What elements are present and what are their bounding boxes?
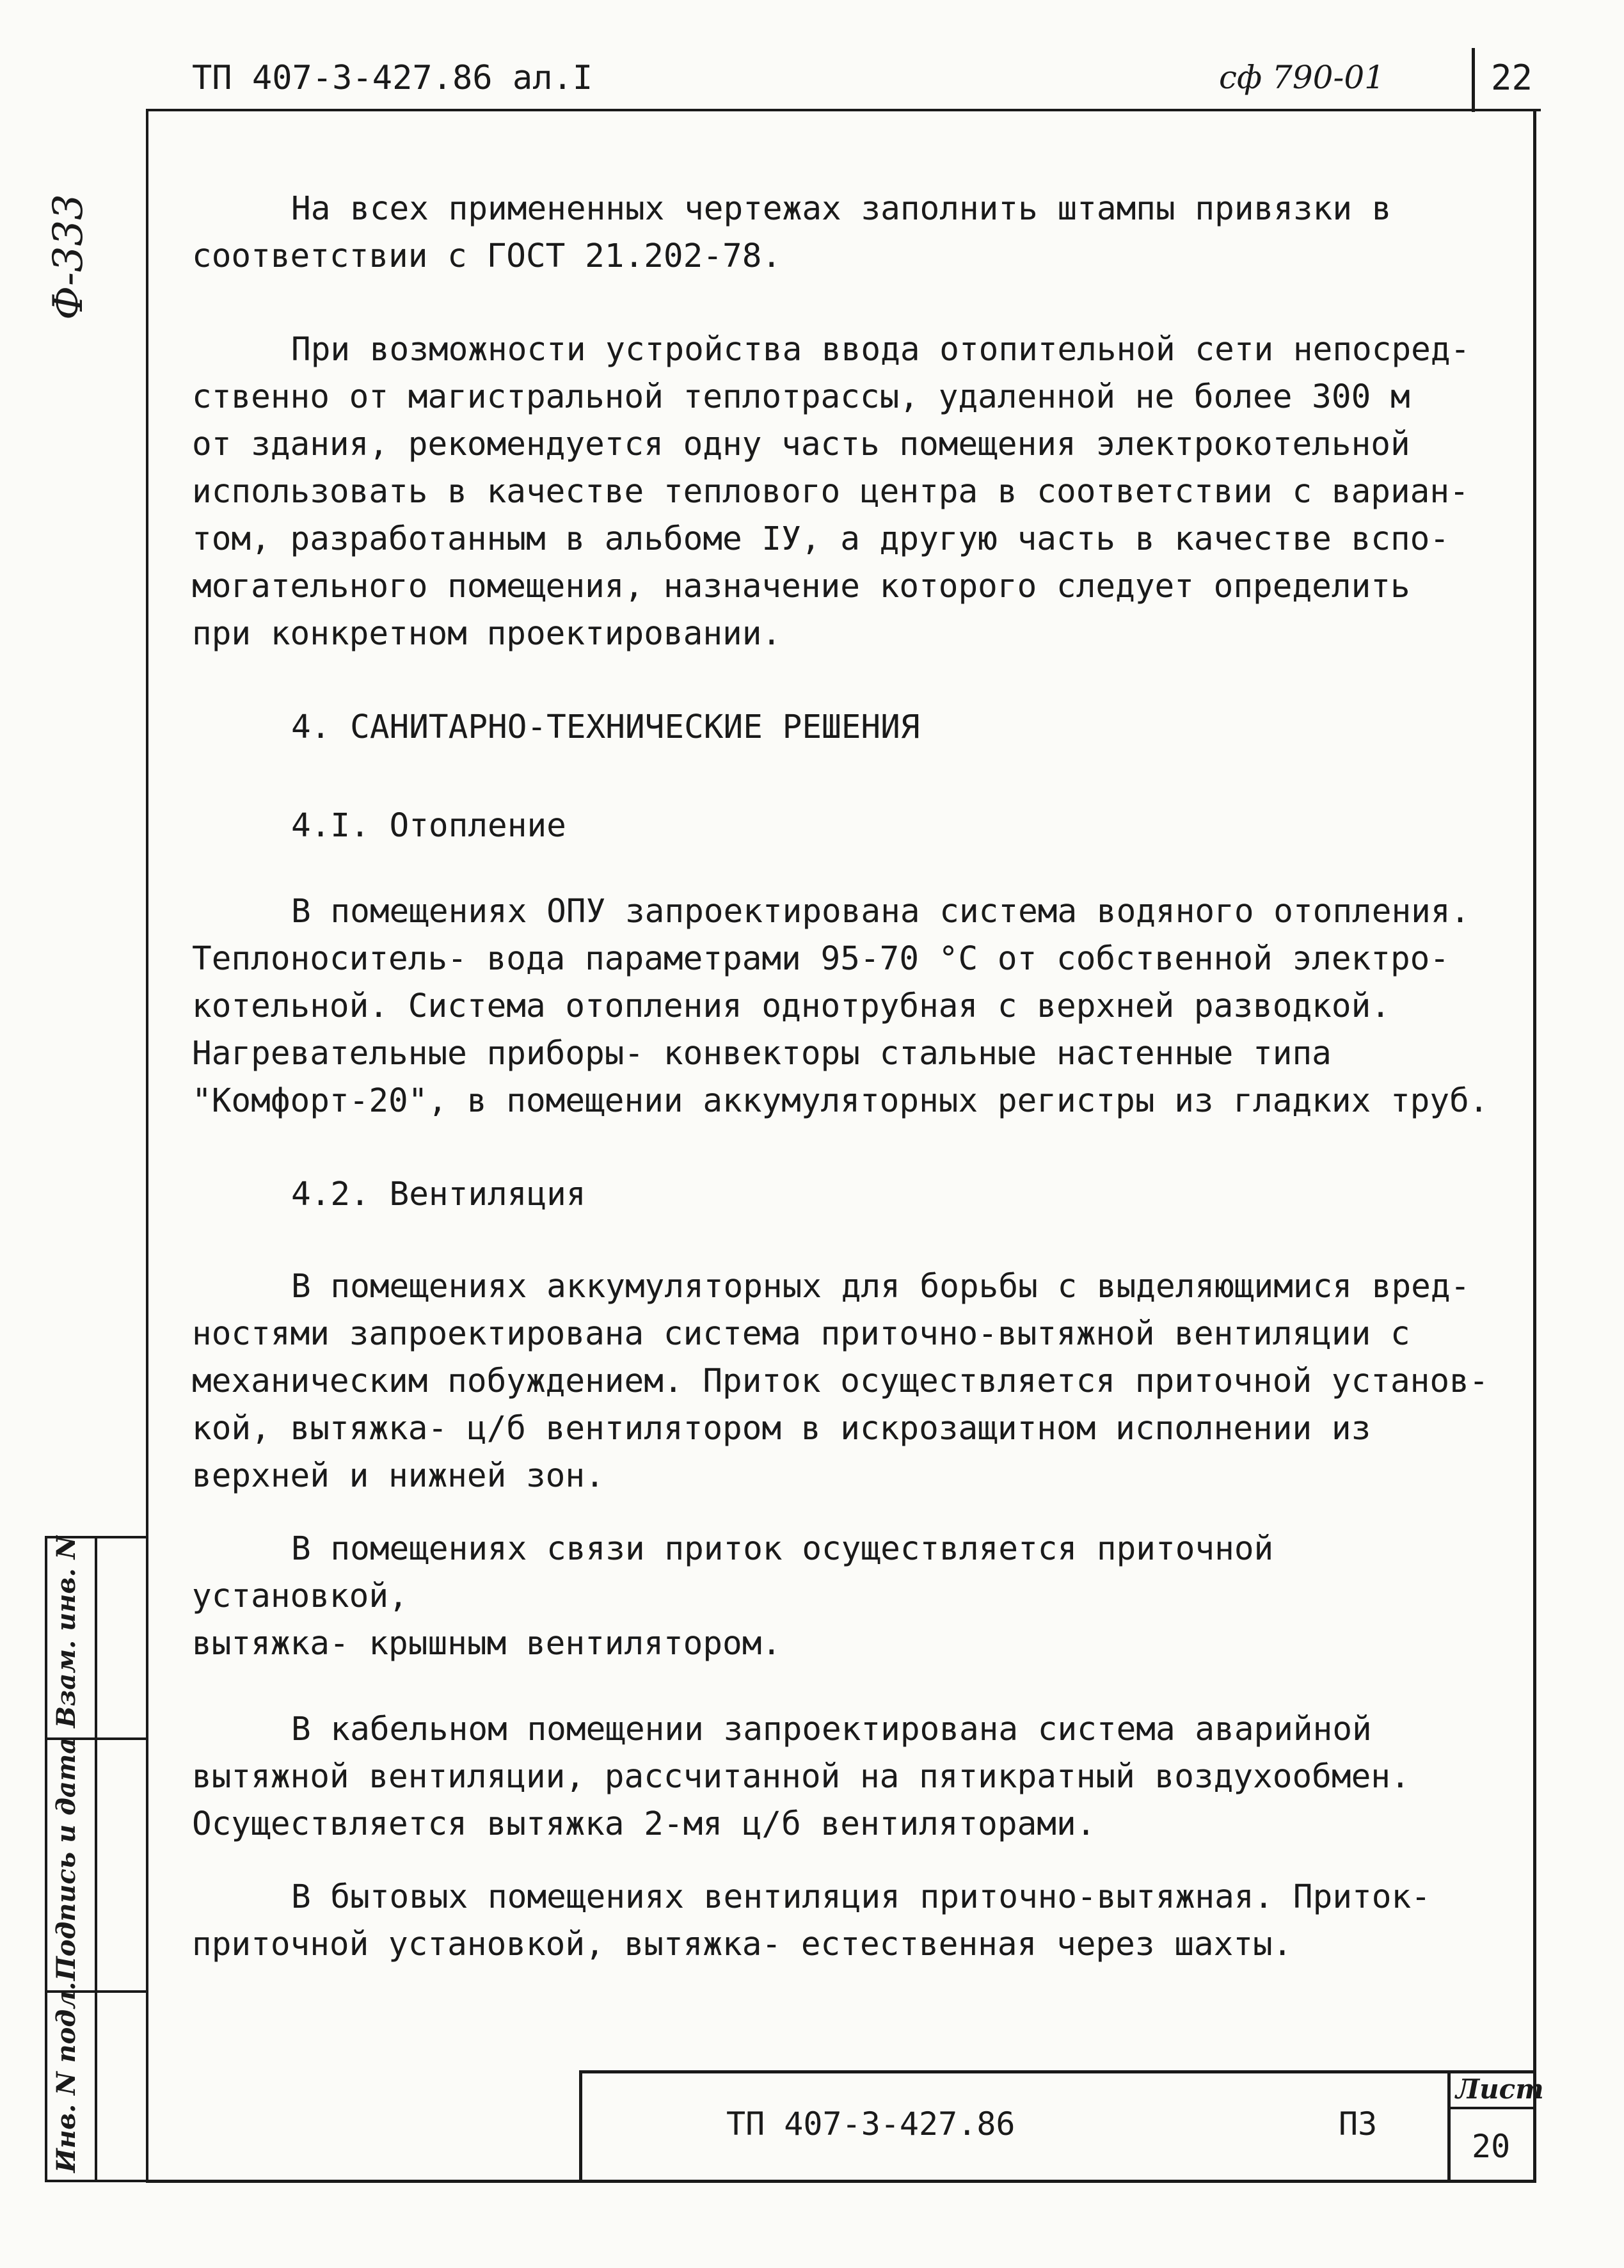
subsection-ventilation: 4.2. Вентиляция bbox=[291, 1176, 586, 1213]
paragraph-ventilation-cable: В кабельном помещении запроектирована система аварийной вытяжной вентиляции, рассчитанной на пятикратный воздухообмен. Осуществляется вытяжка 2-мя ц/б вентиляторами. bbox=[192, 1711, 1410, 1843]
side-stamp-divider bbox=[95, 1536, 97, 2182]
side-label-inv-podl: Инв. N подл. bbox=[51, 1981, 81, 2173]
document-code: ТП 407-3-427.86 ал.I bbox=[192, 59, 593, 97]
header-divider bbox=[1472, 48, 1475, 112]
paragraph-stamps: На всех примененных чертежах заполнить штампы привязки в соответствии с ГОСТ 21.202-78. bbox=[192, 190, 1392, 275]
side-label-podpis: Подпись и дата bbox=[51, 1737, 81, 1981]
subsection-heating: 4.I. Отопление bbox=[291, 807, 566, 845]
paragraph-ventilation-communication: В помещениях связи приток осуществляется приточной установкой, вытяжка- крышным вентилятором. bbox=[192, 1530, 1274, 1663]
page-number: 22 bbox=[1491, 58, 1533, 98]
title-block-section: ПЗ bbox=[1339, 2105, 1378, 2143]
sheet-label: Лист bbox=[1456, 2073, 1544, 2105]
section-heading: 4. САНИТАРНО-ТЕХНИЧЕСКИЕ РЕШЕНИЯ bbox=[291, 708, 920, 746]
title-block-code: ТП 407-3-427.86 bbox=[726, 2105, 1015, 2143]
paragraph-ventilation-battery: В помещениях аккумуляторных для борьбы с выделяющимися вред- ностями запроектирована система приточно-вытяжной вентиляции с механическим побуждением. Приток осуществляется приточной установ- кой, вытяжка- ц/б вентилятором в искрозащитном исполнении из верхней и нижней зон. bbox=[192, 1268, 1489, 1495]
title-block-sheet-divider bbox=[1447, 2107, 1533, 2109]
paragraph-ventilation-domestic: В бытовых помещениях вентиляция приточно-вытяжная. Приток- приточной установкой, вытяжка- естественная через шахты. bbox=[192, 1878, 1431, 1963]
frame-right bbox=[1533, 109, 1536, 2182]
document-body bbox=[192, 186, 1497, 2015]
side-label-vzam-inv: Взам. инв. N bbox=[51, 1535, 81, 1728]
margin-note: Ф-333 bbox=[45, 194, 92, 320]
frame-top bbox=[146, 109, 1541, 111]
paragraph-heating: В помещениях ОПУ запроектирована система водяного отопления. Теплоноситель- вода параметрами 95-70 °С от собственной электро- котельной. Система отопления однотрубная с верхней разводкой. Нагревательные приборы- конвекторы стальные настенные типа "Комфорт-20", в помещении аккумуляторных регистры из гладких труб. bbox=[192, 893, 1489, 1120]
title-block bbox=[579, 2070, 1536, 2183]
handwritten-code: сф 790-01 bbox=[1219, 59, 1385, 96]
paragraph-heating-network: При возможности устройства ввода отопительной сети непосред- ственно от магистральной теплотрассы, удаленной не более 300 м от здания, рекомендуется одну часть помещения электрокотельной использовать в качестве теплового центра в соответствии с вариан- том, разработанным в альбоме IУ, а другую часть в качестве вспо- могательного помещения, назначение которого следует определить при конкретном проектировании. bbox=[192, 331, 1470, 653]
title-block-divider bbox=[1447, 2070, 1451, 2180]
sheet-number: 20 bbox=[1472, 2128, 1511, 2165]
